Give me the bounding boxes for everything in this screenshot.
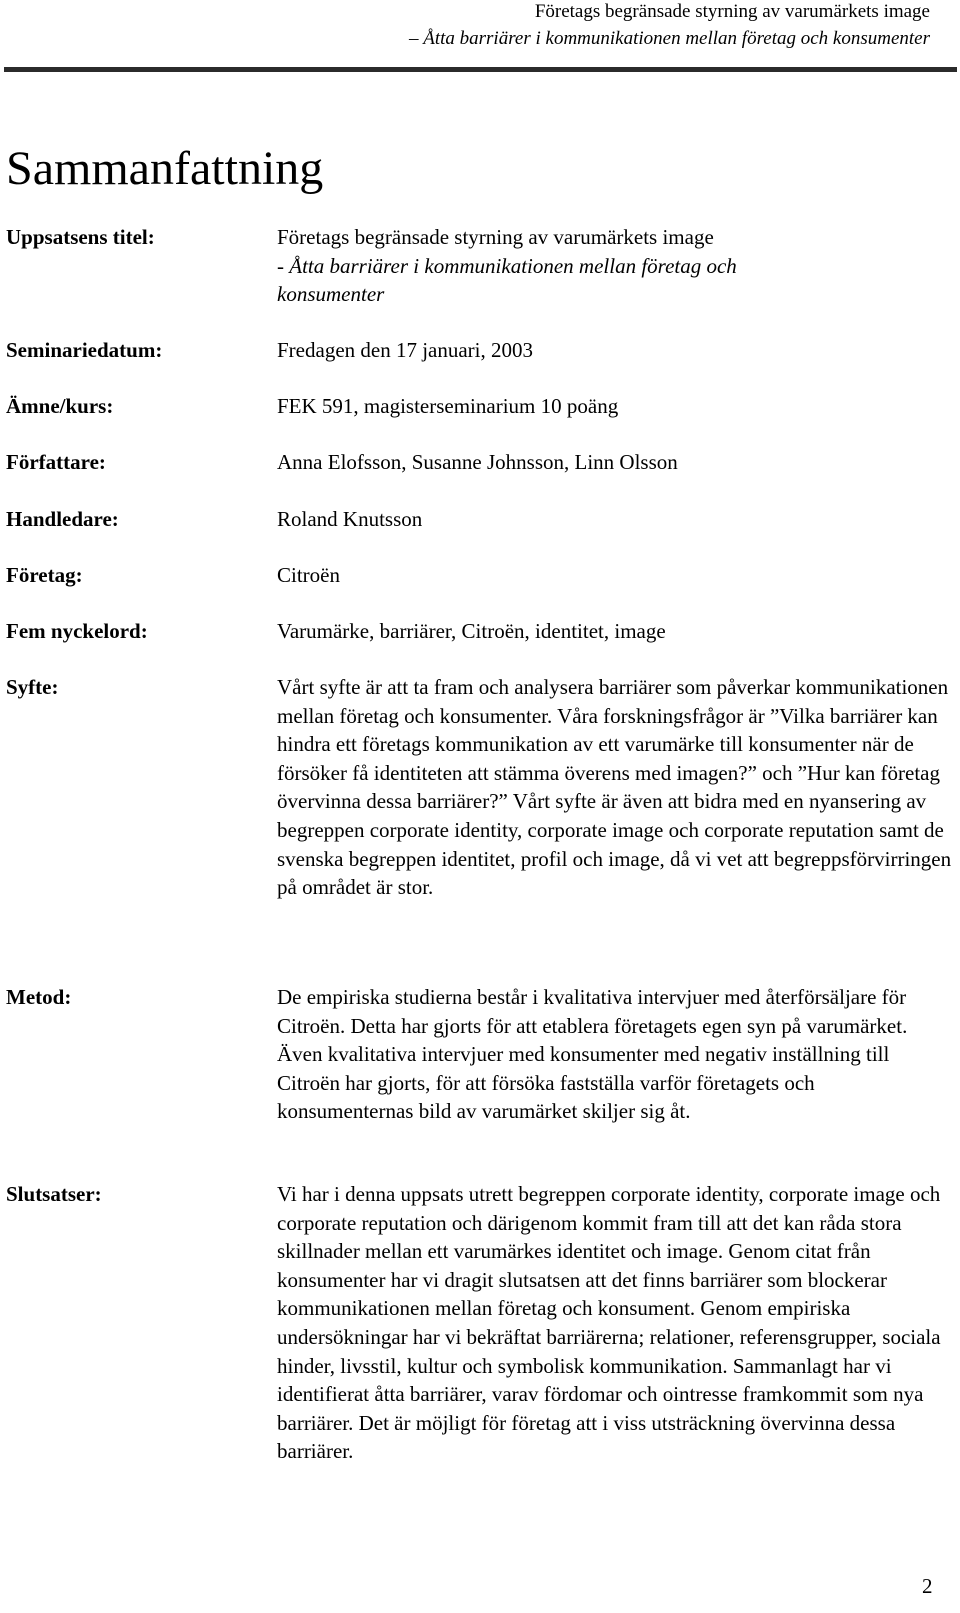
value-nyckelord: Varumärke, barriärer, Citroën, identitet, image xyxy=(277,619,666,643)
thesis-title-line1: Företags begränsade styrning av varumärkets image xyxy=(277,225,714,249)
label-uppsatsens-titel: Uppsatsens titel: xyxy=(6,225,155,249)
label-metod: Metod: xyxy=(6,985,72,1009)
value-slutsatser: Vi har i denna uppsats utrett begreppen corporate identity, corporate image och corporate reputation och därigenom kommit fram till att det kan råda stora skillnader mellan ett varumärkes identitet och image. Genom citat från konsumenter har vi dragit slutsatsen att det finns barriärer som blockerar kommunikationen mellan företag och konsument. Genom empiriska undersökningar har vi bekräftat barriärerna; relationer, referensgrupper, sociala hinder, livsstil, kultur och symbolisk kommunikation. Sammanlagt har vi identifierat åtta barriärer, varav fördomar och ointresse framkommit som nya barriärer. Det är möjligt för företag att i viss utsträckning övervinna dessa barriärer. xyxy=(277,1182,941,1464)
page-number: 2 xyxy=(922,1574,933,1598)
value-forfattare: Anna Elofsson, Susanne Johnsson, Linn Olsson xyxy=(277,450,678,474)
value-foretag: Citroën xyxy=(277,563,340,587)
running-header-title: Företags begränsade styrning av varumärkets image xyxy=(534,1,930,22)
label-amne-kurs: Ämne/kurs: xyxy=(6,394,114,418)
label-slutsatser: Slutsatser: xyxy=(6,1182,102,1206)
page-title: Sammanfattning xyxy=(6,142,324,195)
label-foretag: Företag: xyxy=(6,563,83,587)
value-uppsatsens-titel xyxy=(277,223,952,309)
value-metod: De empiriska studierna består i kvalitativa intervjuer med återförsäljare för Citroën. Detta har gjorts för att etablera företagets egen syn på varumärket. Även kvalitativa intervjuer med konsumenter med negativ inställning till Citroën har gjorts, för att försöka fastställa varför företagets och konsumenternas bild av varumärket skiljer sig åt. xyxy=(277,985,908,1124)
label-handledare: Handledare: xyxy=(6,507,119,531)
running-header-subtitle: – Åtta barriärer i kommunikationen mellan företag och konsumenter xyxy=(408,28,930,49)
label-nyckelord: Fem nyckelord: xyxy=(6,619,148,643)
value-handledare: Roland Knutsson xyxy=(277,507,423,531)
value-amne-kurs: FEK 591, magisterseminarium 10 poäng xyxy=(277,394,619,418)
label-syfte: Syfte: xyxy=(6,675,59,699)
header-divider xyxy=(4,67,957,72)
label-seminariedatum: Seminariedatum: xyxy=(6,338,163,362)
value-seminariedatum: Fredagen den 17 januari, 2003 xyxy=(277,338,534,362)
thesis-title-line2: - Åtta barriärer i kommunikationen mellan företag och xyxy=(277,253,737,278)
value-syfte: Vårt syfte är att ta fram och analysera barriärer som påverkar kommunikationen mellan företag och konsumenter. Våra forskningsfrågor är ”Vilka barriärer kan hindra ett företags kommunikation av ett varumärke till konsumenter när de försöker få identiteten att stämma överens med imagen?” och ”Hur kan företag övervinna dessa barriärer?” Vårt syfte är även att bidra med en nyansering av begreppen corporate identity, corporate image och corporate reputation samt de svenska begreppen identitet, profil och image, då vi vet att begreppsförvirringen på området är stor. xyxy=(277,675,952,900)
label-forfattare: Författare: xyxy=(6,450,106,474)
thesis-title-line3: konsumenter xyxy=(277,282,385,307)
